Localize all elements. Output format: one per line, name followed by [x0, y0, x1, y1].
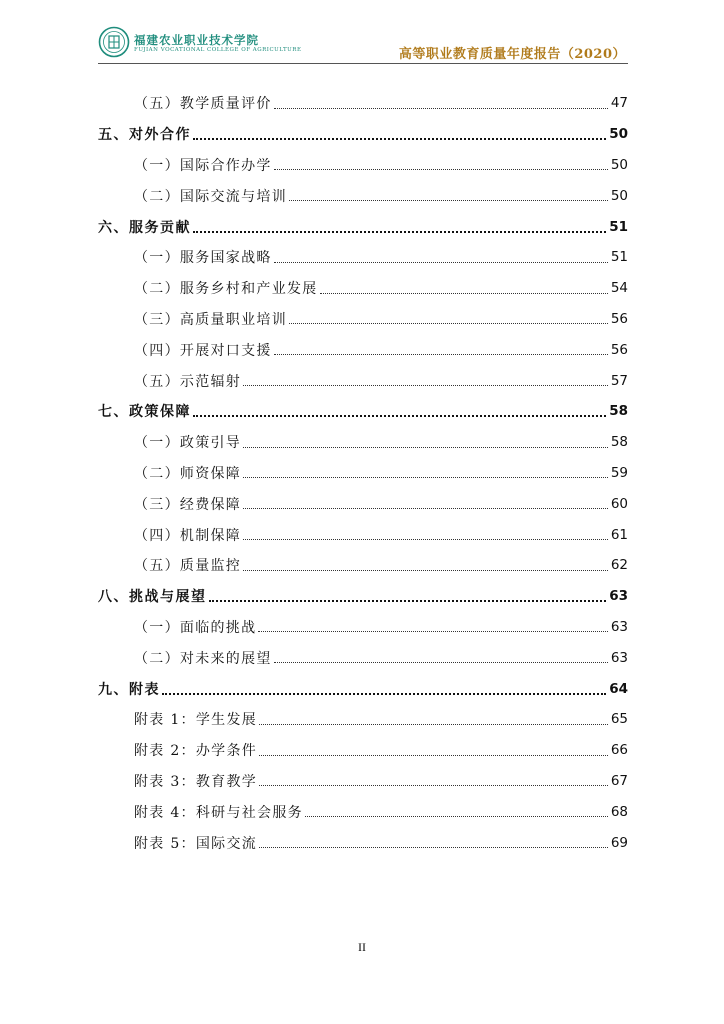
toc-entry-page: 64	[609, 680, 628, 697]
school-logo-icon	[98, 26, 130, 58]
toc-section-entry[interactable]	[98, 550, 628, 581]
toc-entry-title: （一）服务国家战略	[134, 250, 272, 267]
toc-section-entry[interactable]	[98, 704, 628, 735]
table-of-contents	[98, 88, 628, 858]
toc-dot-leader	[305, 816, 608, 817]
toc-entry-page: 59	[610, 464, 628, 481]
toc-dot-leader	[274, 262, 608, 263]
toc-entry-page: 57	[610, 372, 628, 389]
toc-chapter-entry[interactable]	[98, 119, 628, 150]
toc-entry-title: 附表 2：办学条件	[134, 743, 258, 760]
toc-entry-page: 51	[610, 249, 628, 266]
toc-entry-page: 69	[610, 834, 628, 851]
toc-entry-page: 63	[610, 649, 628, 666]
toc-section-entry[interactable]	[98, 88, 628, 119]
toc-section-entry[interactable]	[98, 273, 628, 304]
toc-dot-leader	[274, 662, 608, 663]
toc-dot-leader	[243, 508, 608, 509]
toc-dot-leader	[289, 200, 608, 201]
page-number: II	[358, 940, 366, 954]
toc-section-entry[interactable]	[98, 827, 628, 858]
toc-section-entry[interactable]	[98, 735, 628, 766]
toc-section-entry[interactable]	[98, 365, 628, 396]
toc-dot-leader	[258, 631, 607, 632]
toc-dot-leader	[243, 385, 608, 386]
toc-entry-page: 61	[610, 526, 628, 543]
toc-chapter-entry[interactable]	[98, 673, 628, 704]
toc-section-entry[interactable]	[98, 488, 628, 519]
toc-entry-page: 65	[610, 711, 628, 728]
toc-entry-page: 63	[610, 618, 628, 635]
school-name-en: FUJIAN VOCATIONAL COLLEGE OF AGRICULTURE	[134, 47, 302, 53]
toc-dot-leader	[274, 354, 608, 355]
toc-dot-leader	[209, 600, 607, 602]
toc-dot-leader	[320, 293, 608, 294]
toc-entry-page: 62	[610, 557, 628, 574]
toc-section-entry[interactable]	[98, 766, 628, 797]
toc-entry-title: （一）面临的挑战	[134, 619, 257, 636]
toc-dot-leader	[243, 477, 608, 478]
toc-section-entry[interactable]	[98, 150, 628, 181]
toc-entry-title: （一）政策引导	[134, 435, 242, 452]
toc-dot-leader	[274, 108, 608, 109]
toc-chapter-entry[interactable]	[98, 211, 628, 242]
toc-entry-page: 56	[610, 310, 628, 327]
toc-chapter-entry[interactable]	[98, 396, 628, 427]
toc-entry-title: （二）服务乡村和产业发展	[134, 281, 318, 298]
toc-entry-page: 50	[609, 126, 628, 143]
toc-chapter-entry[interactable]	[98, 581, 628, 612]
header-divider	[98, 63, 628, 64]
toc-entry-title: 九、附表	[98, 681, 160, 698]
toc-entry-title: （三）高质量职业培训	[134, 311, 287, 328]
toc-entry-page: 50	[610, 187, 628, 204]
toc-dot-leader	[162, 693, 606, 695]
toc-section-entry[interactable]	[98, 304, 628, 335]
toc-dot-leader	[243, 539, 608, 540]
toc-entry-title: 附表 4：科研与社会服务	[134, 804, 303, 821]
toc-entry-title: 八、挑战与展望	[98, 589, 207, 606]
toc-dot-leader	[243, 447, 608, 448]
toc-dot-leader	[259, 847, 608, 848]
toc-dot-leader	[289, 323, 608, 324]
toc-entry-title: 附表 1：学生发展	[134, 712, 258, 729]
toc-entry-title: （四）开展对口支援	[134, 342, 272, 359]
toc-section-entry[interactable]	[98, 180, 628, 211]
toc-entry-title: （四）机制保障	[134, 527, 242, 544]
toc-dot-leader	[193, 138, 606, 140]
toc-section-entry[interactable]	[98, 458, 628, 489]
toc-section-entry[interactable]	[98, 796, 628, 827]
toc-entry-title: 附表 3：教育教学	[134, 773, 258, 790]
toc-dot-leader	[274, 169, 608, 170]
toc-section-entry[interactable]	[98, 519, 628, 550]
toc-entry-title: 六、服务贡献	[98, 219, 191, 236]
toc-dot-leader	[259, 755, 608, 756]
toc-entry-page: 63	[609, 588, 628, 605]
toc-entry-title: （五）教学质量评价	[134, 96, 272, 113]
toc-entry-title: （二）对未来的展望	[134, 650, 272, 667]
toc-dot-leader	[259, 724, 608, 725]
toc-entry-title: 五、对外合作	[98, 127, 191, 144]
toc-dot-leader	[193, 231, 606, 233]
toc-section-entry[interactable]	[98, 612, 628, 643]
report-title: 高等职业教育质量年度报告（2020）	[398, 47, 626, 62]
toc-dot-leader	[259, 785, 608, 786]
toc-section-entry[interactable]	[98, 334, 628, 365]
toc-entry-page: 66	[610, 742, 628, 759]
toc-entry-title: （五）质量监控	[134, 558, 242, 575]
toc-section-entry[interactable]	[98, 242, 628, 273]
toc-entry-title: （五）示范辐射	[134, 373, 242, 390]
toc-entry-title: 七、政策保障	[98, 404, 191, 421]
toc-entry-title: （三）经费保障	[134, 496, 242, 513]
toc-entry-page: 58	[609, 403, 628, 420]
page-header	[98, 26, 628, 66]
toc-entry-page: 67	[610, 772, 628, 789]
toc-entry-page: 58	[610, 434, 628, 451]
toc-entry-page: 54	[610, 280, 628, 297]
toc-entry-page: 60	[610, 495, 628, 512]
toc-entry-page: 56	[610, 341, 628, 358]
toc-dot-leader	[193, 415, 606, 417]
toc-entry-page: 68	[610, 803, 628, 820]
school-name: 福建农业职业技术学院	[134, 33, 259, 47]
toc-entry-title: 附表 5：国际交流	[134, 835, 258, 852]
toc-entry-page: 50	[610, 156, 628, 173]
toc-dot-leader	[243, 570, 608, 571]
toc-entry-title: （二）国际交流与培训	[134, 188, 287, 205]
toc-entry-page: 47	[610, 95, 628, 112]
toc-entry-title: （一）国际合作办学	[134, 157, 272, 174]
toc-section-entry[interactable]	[98, 642, 628, 673]
toc-section-entry[interactable]	[98, 427, 628, 458]
toc-entry-title: （二）师资保障	[134, 465, 242, 482]
toc-entry-page: 51	[609, 218, 628, 235]
